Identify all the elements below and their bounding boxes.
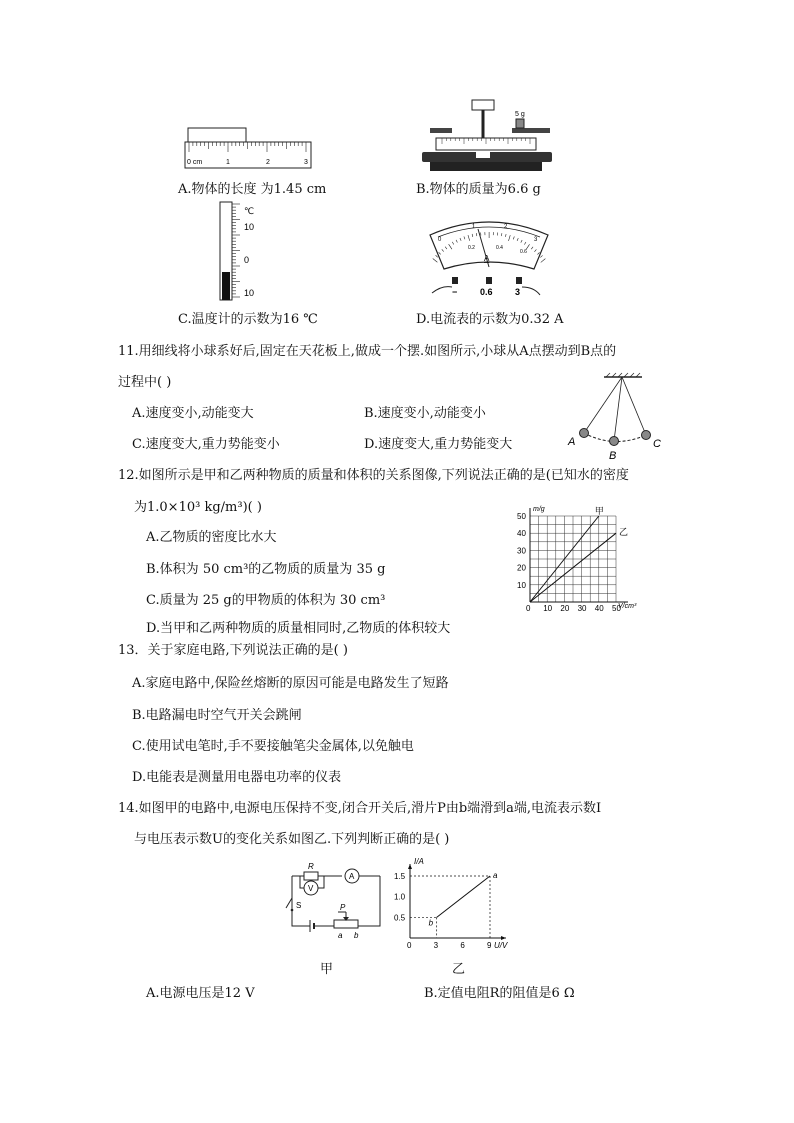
point-label-b: b bbox=[428, 918, 434, 928]
q14-option-a: A.电源电压是12 V bbox=[146, 986, 255, 1001]
svg-text:−: − bbox=[452, 287, 458, 297]
svg-text:S: S bbox=[296, 901, 302, 910]
q11-option-b: B.速度变小,动能变小 bbox=[364, 406, 486, 421]
mass-volume-chart bbox=[508, 504, 648, 616]
svg-text:3: 3 bbox=[534, 237, 538, 243]
x-tick-label: 0 bbox=[526, 604, 531, 613]
svg-text:V: V bbox=[308, 884, 314, 893]
resistor-r bbox=[304, 872, 318, 880]
pendulum-label-c: C bbox=[653, 438, 661, 450]
q12-stem-line1: 12.如图所示是甲和乙两种物质的质量和体积的关系图像,下列说法正确的是(已知水的密度 bbox=[118, 468, 629, 483]
x-tick-label: 10 bbox=[543, 604, 553, 613]
q11-stem-line1: 11.用细线将小球系好后,固定在天花板上,做成一个摆.如图所示,小球从A点摆动到B点的 bbox=[118, 344, 617, 359]
weight-label: 5 g bbox=[515, 111, 525, 118]
svg-text:0.2: 0.2 bbox=[468, 245, 475, 251]
q14-stem-line1: 14.如图甲的电路中,电源电压保持不变,闭合开关后,滑片P由b端滑到a端,电流表示数I bbox=[118, 801, 602, 816]
x-tick-label: 30 bbox=[577, 604, 587, 613]
thermometer-liquid bbox=[222, 272, 230, 300]
q14-option-b: B.定值电阻R的阻值是6 Ω bbox=[424, 986, 575, 1001]
svg-text:P: P bbox=[340, 903, 346, 912]
q11-option-d: D.速度变大,重力势能变大 bbox=[364, 437, 513, 452]
q14-stem-line2: 与电压表示数U的变化关系如图乙.下列判断正确的是( ) bbox=[134, 832, 450, 847]
ruler-label-3: 3 bbox=[304, 159, 308, 166]
ruler-label-1: 1 bbox=[226, 159, 230, 166]
ruler-figure bbox=[184, 124, 314, 172]
y-tick-label: 10 bbox=[517, 580, 526, 590]
measured-block bbox=[188, 128, 246, 142]
x-tick-label: 3 bbox=[433, 941, 439, 950]
iu-line bbox=[437, 876, 490, 917]
x-axis-label: U/V bbox=[494, 941, 508, 950]
q13-option-c: C.使用试电笔时,手不要接触笔尖金属体,以免触电 bbox=[132, 739, 414, 754]
series-label-1: 甲 bbox=[594, 506, 604, 516]
q10-option-b: B.物体的质量为6.6 g bbox=[416, 182, 541, 197]
balance-figure bbox=[416, 96, 556, 176]
ruler-label-2: 2 bbox=[266, 159, 270, 166]
x-tick-label: 9 bbox=[487, 941, 492, 950]
svg-text:0: 0 bbox=[438, 237, 442, 243]
thermometer-figure bbox=[210, 200, 270, 304]
y-axis-label: I/A bbox=[414, 857, 424, 866]
y-axis-label: m/g bbox=[533, 506, 545, 513]
q10-option-d: D.电流表的示数为0.32 A bbox=[416, 312, 564, 327]
x-axis-label: V/cm³ bbox=[618, 603, 637, 610]
thermo-unit: ℃ bbox=[244, 206, 255, 216]
y-tick-label: 1.5 bbox=[394, 872, 406, 881]
x-tick-label: 40 bbox=[594, 604, 604, 613]
point-label-a: a bbox=[493, 871, 498, 880]
svg-text:0.4: 0.4 bbox=[496, 245, 503, 251]
q12-option-d: D.当甲和乙两种物质的质量相同时,乙物质的体积较大 bbox=[146, 621, 451, 636]
x-tick-label: 0 bbox=[407, 941, 412, 950]
q13-option-d: D.电能表是测量用电器电功率的仪表 bbox=[132, 770, 342, 785]
y-tick-label: 20 bbox=[517, 563, 526, 573]
pendulum-label-b: B bbox=[609, 450, 617, 462]
pendulum-label-a: A bbox=[568, 436, 576, 448]
current-voltage-chart bbox=[392, 856, 520, 952]
x-arrow bbox=[501, 936, 506, 940]
ammeter-unit: A bbox=[484, 254, 490, 263]
thermo-label-10: 10 bbox=[244, 222, 255, 232]
ammeter-figure bbox=[424, 215, 554, 301]
q11-option-c: C.速度变大,重力势能变小 bbox=[132, 437, 280, 452]
svg-text:a: a bbox=[338, 931, 343, 940]
x-tick-label: 50 bbox=[612, 604, 621, 613]
q12-option-a: A.乙物质的密度比水大 bbox=[146, 530, 277, 545]
y-arrow bbox=[408, 864, 412, 869]
rheostat bbox=[334, 920, 358, 928]
ruler-body bbox=[185, 142, 311, 168]
q12-option-c: C.质量为 25 g的甲物质的体积为 30 cm³ bbox=[146, 593, 386, 608]
q13-option-b: B.电路漏电时空气开关会跳闸 bbox=[132, 708, 302, 723]
series-label-2: 乙 bbox=[619, 527, 629, 538]
q13-option-a: A.家庭电路中,保险丝熔断的原因可能是电路发生了短路 bbox=[132, 676, 449, 691]
svg-text:3: 3 bbox=[515, 287, 521, 297]
q12-option-b: B.体积为 50 cm³的乙物质的质量为 35 g bbox=[146, 562, 386, 577]
circuit-diagram bbox=[282, 862, 388, 944]
x-tick-label: 20 bbox=[560, 604, 570, 613]
q14-caption-yi: 乙 bbox=[452, 962, 466, 977]
y-tick-label: 1.0 bbox=[394, 892, 406, 902]
svg-text:1: 1 bbox=[472, 224, 476, 230]
q13-stem: 13．关于家庭电路,下列说法正确的是( ) bbox=[118, 643, 348, 658]
q10-option-c: C.温度计的示数为16 ℃ bbox=[178, 312, 318, 327]
q10-option-a: A.物体的长度 为1.45 cm bbox=[178, 182, 327, 197]
y-tick-label: 50 bbox=[517, 512, 526, 521]
x-tick-label: 6 bbox=[460, 941, 465, 950]
y-tick-label: 40 bbox=[517, 529, 526, 539]
y-tick-label: 30 bbox=[517, 546, 526, 556]
q11-stem-line2: 过程中( ) bbox=[118, 375, 172, 390]
svg-text:0.6: 0.6 bbox=[480, 287, 493, 297]
pendulum-figure bbox=[566, 373, 666, 462]
weight-5g bbox=[516, 119, 524, 128]
q11-option-a: A.速度变小,动能变大 bbox=[132, 406, 254, 421]
svg-text:A: A bbox=[349, 872, 355, 881]
q14-caption-jia: 甲 bbox=[320, 962, 334, 977]
q12-stem-line2: 为1.0×10³ kg/m³)( ) bbox=[134, 500, 262, 515]
ruler-label-0: 0 cm bbox=[187, 159, 203, 166]
svg-text:R: R bbox=[308, 862, 314, 871]
svg-text:b: b bbox=[354, 931, 359, 940]
svg-text:0.6: 0.6 bbox=[520, 249, 527, 255]
thermo-label-0: 0 bbox=[244, 255, 250, 265]
svg-text:2: 2 bbox=[504, 224, 508, 230]
y-tick-label: 0.5 bbox=[394, 913, 406, 923]
thermo-label-neg10: 10 bbox=[244, 288, 255, 298]
